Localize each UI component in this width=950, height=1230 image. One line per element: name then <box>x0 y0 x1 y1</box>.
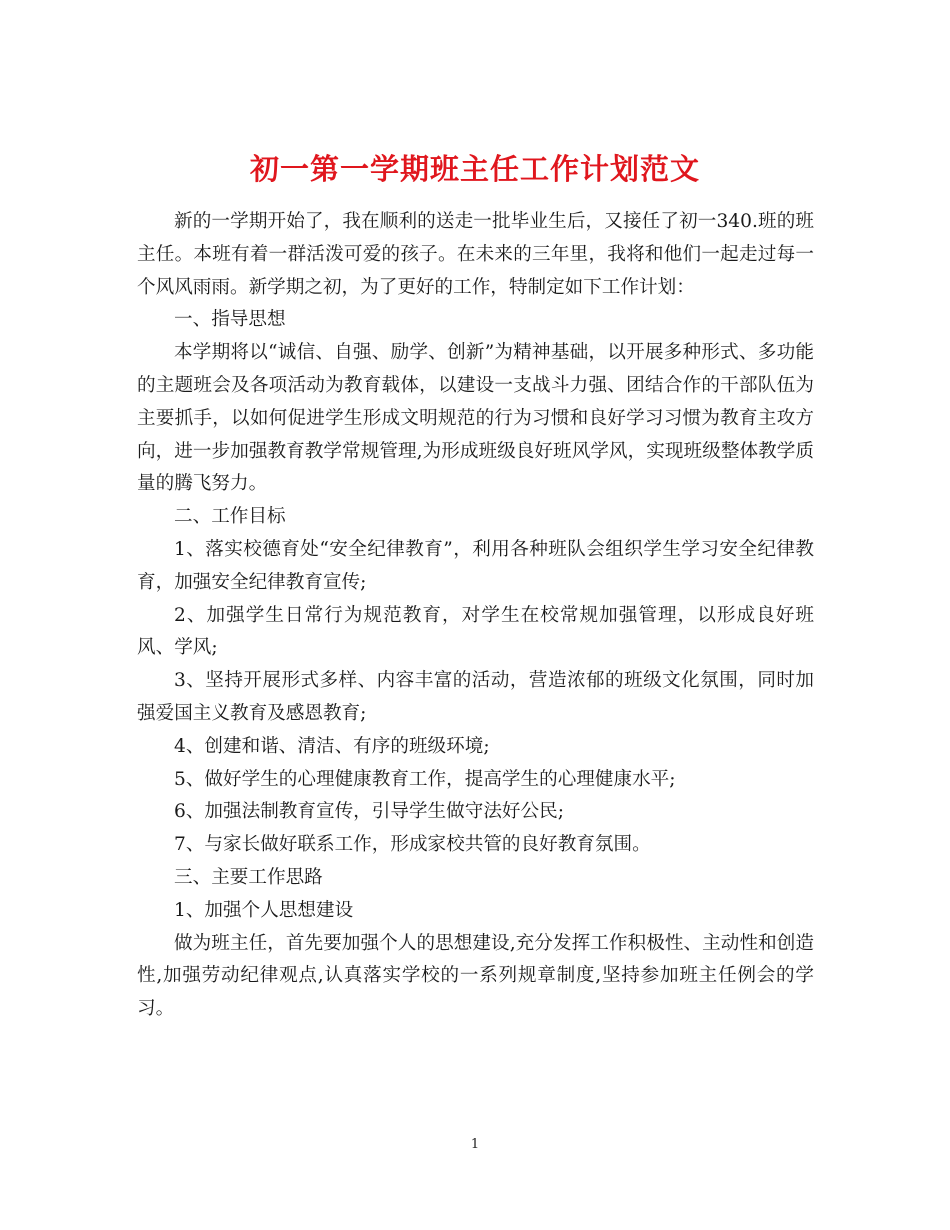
section-heading-work-goals: 二、工作目标 <box>174 506 286 528</box>
goal-item-7: 7、与家长做好联系工作，形成家校共管的良好教育氛围。 <box>174 834 651 856</box>
document-body <box>137 206 814 1026</box>
page-number: 1 <box>470 1137 480 1152</box>
goal-item-5: 5、做好学生的心理健康教育工作，提高学生的心理健康水平; <box>174 768 676 790</box>
guiding-ideology-paragraph: 本学期将以“诚信、自强、励学、创新”为精神基础，以开展多种形式、多功能的主题班会及各项活动为教育载体，以建设一支战斗力强、团结合作的干部队伍为主要抓手，以如何促进学生形成文明规范的行为习惯和良好学习习惯为教育主攻方向，进一步加强教育教学常规管理,为形成班级良好班风学风，实现班级整体教学质量的腾飞努力。 <box>137 342 814 495</box>
goal-item-2: 2、加强学生日常行为规范教育，对学生在校常规加强管理，以形成良好班风、学风; <box>137 604 814 659</box>
personal-thought-paragraph: 做为班主任，首先要加强个人的思想建设,充分发挥工作积极性、主动性和创造性,加强劳动纪律观点,认真落实学校的一系列规章制度,坚持参加班主任例会的学习。 <box>137 932 814 1020</box>
section-heading-main-ideas: 三、主要工作思路 <box>174 866 323 888</box>
goal-item-4: 4、创建和谐、清洁、有序的班级环境; <box>174 735 490 757</box>
subsection-heading-personal-thought: 1、加强个人思想建设 <box>174 899 354 921</box>
goal-item-6: 6、加强法制教育宣传，引导学生做守法好公民; <box>174 801 564 823</box>
intro-paragraph: 新的一学期开始了，我在顺利的送走一批毕业生后，又接任了初一340.班的班主任。本班有着一群活泼可爱的孩子。在未来的三年里，我将和他们一起走过每一个风风雨雨。新学期之初，为了更好的工作，特制定如下工作计划： <box>137 211 814 298</box>
section-heading-guiding-ideology: 一、指导思想 <box>174 309 286 331</box>
goal-item-3: 3、坚持开展形式多样、内容丰富的活动，营造浓郁的班级文化氛围，同时加强爱国主义教育及感恩教育; <box>137 670 814 724</box>
goal-item-1: 1、落实校德育处“安全纪律教育”，利用各种班队会组织学生学习安全纪律教育，加强安全纪律教育宣传; <box>137 538 814 593</box>
document-title: 初一第一学期班主任工作计划范文 <box>249 152 700 187</box>
